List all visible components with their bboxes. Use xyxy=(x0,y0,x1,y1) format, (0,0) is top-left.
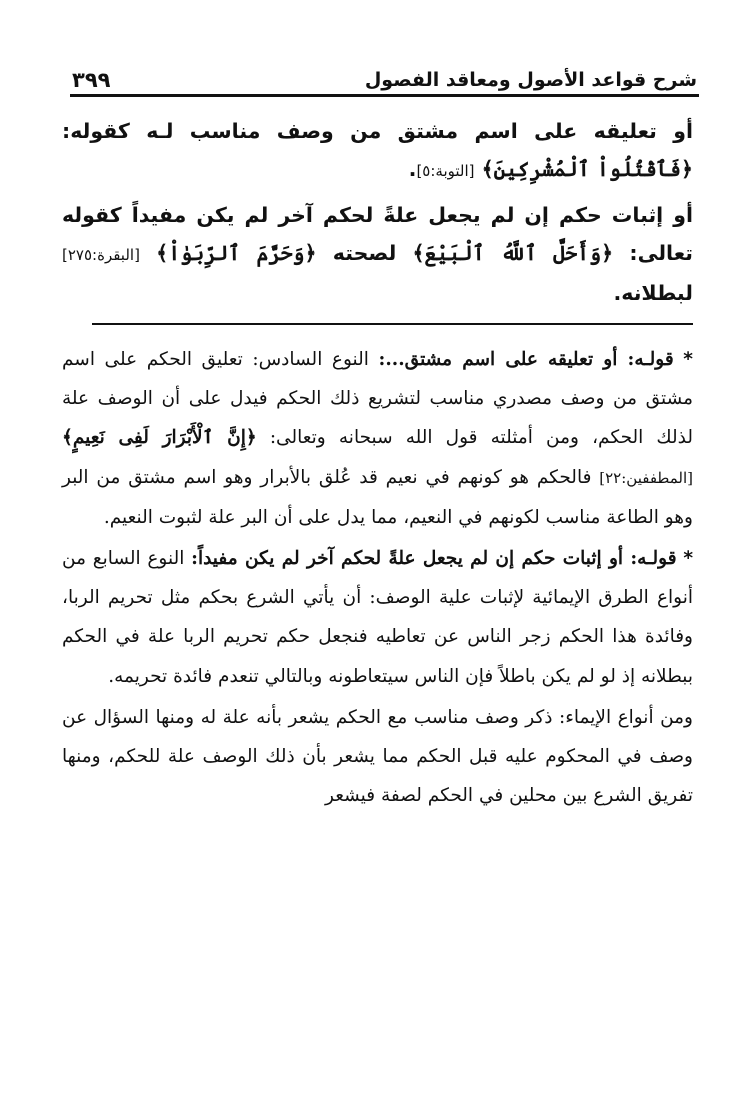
quran-verse: إِنَّ ٱلْأَبْرَارَ لَفِى نَعِيمٍ xyxy=(72,427,246,449)
quran-verse: وَأَحَلَّ ٱللَّهُ ٱلْبَيْعَ xyxy=(424,241,602,265)
quran-brace-open: ﴿ xyxy=(680,157,693,181)
main-p2-mid: لصحته xyxy=(332,241,397,265)
commentary-lead: قولـه: أو إثبات حكم إن لم يجعل علةً لحكم آخر لم يكن مفيداً: xyxy=(191,548,677,570)
commentary xyxy=(62,340,693,817)
commentary-text: النوع السابع من أنواع الطرق الإيمائية لإثبات علية الوصف: أن يأتي الشرع بحكم مثل تحريم الربا، وفائدة هذا الحكم زجر الناس عن تعاطيه فنجعل حكم تحريم الربا علة في الحكم ببطلانه إذ لو لم يكن باطلاً فإن الناس سيتعاطونه وبالتالي تنعدم فائدة تحريمه. xyxy=(62,548,693,687)
footnote-separator xyxy=(92,323,693,325)
main-paragraph-2 xyxy=(62,196,693,312)
main-paragraph-1 xyxy=(62,112,693,190)
page-number: ٣٩٩ xyxy=(72,68,111,92)
verse-reference: [البقرة:٢٧٥] xyxy=(62,246,140,264)
quran-verse: فَٱقْتُلُواْ ٱلْمُشْرِكِينَ xyxy=(493,157,681,181)
quran-verse: وَحَرَّمَ ٱلرِّبَوٰاْ xyxy=(168,241,305,265)
commentary-lead: قولـه: أو تعليقه على اسم مشتق...: xyxy=(378,349,674,370)
verse-reference: [التوبة:٥] xyxy=(416,162,475,180)
main-text xyxy=(62,112,693,318)
header-rule xyxy=(70,94,699,97)
commentary-text: النوع السادس: تعليق الحكم على اسم مشتق من وصف مصدري مناسب لتشريع ذلك الحكم فيدل على أن الوصف علة لذلك الحكم، ومن أمثلته قول الله سبحانه وتعالى: xyxy=(62,349,693,449)
asterisk-marker: * xyxy=(683,548,693,570)
commentary-paragraph-1 xyxy=(62,340,693,537)
asterisk-marker: * xyxy=(683,349,693,370)
commentary-text: فالحكم هو كونهم في نعيم قد عُلق بالأبرار وهو اسم مشتق من البر وهو الطاعة مناسب لكونهم في النعيم، مما يدل على أن البر علة لثبوت النعيم. xyxy=(62,466,693,528)
main-p2-text: أو إثبات حكم إن لم يجعل علةً لحكم آخر لم يكن مفيداً كقوله تعالى: xyxy=(62,203,693,265)
commentary-paragraph-3 xyxy=(62,698,693,816)
quran-brace-open: ﴿ xyxy=(245,427,257,449)
main-p1-text: أو تعليقه على اسم مشتق من وصف مناسب لـه كقوله: xyxy=(62,119,693,143)
page-header xyxy=(72,58,697,92)
quran-brace-close: ﴾ xyxy=(156,241,169,265)
verse-reference: [المطففين:٢٢] xyxy=(599,468,693,487)
quran-brace-open: ﴿ xyxy=(601,241,614,265)
quran-brace-close: ﴾ xyxy=(412,241,425,265)
quran-brace-open: ﴿ xyxy=(304,241,317,265)
running-title: شرح قواعد الأصول ومعاقد الفصول xyxy=(364,69,697,91)
main-p1-end: . xyxy=(408,157,417,181)
commentary-paragraph-2 xyxy=(62,539,693,696)
commentary-text: ومن أنواع الإيماء: ذكر وصف مناسب مع الحكم يشعر بأنه علة له ومنها السؤال عن وصف في المحكوم عليه قبل الحكم مما يشعر بأن ذلك الوصف علة للحكم، ومنها تفريق الشرع بين محلين في الحكم لصفة فيشعر xyxy=(62,706,693,807)
quran-brace-close: ﴾ xyxy=(481,157,494,181)
quran-brace-close: ﴾ xyxy=(62,427,73,449)
main-p2-end: لبطلانه. xyxy=(613,281,693,305)
